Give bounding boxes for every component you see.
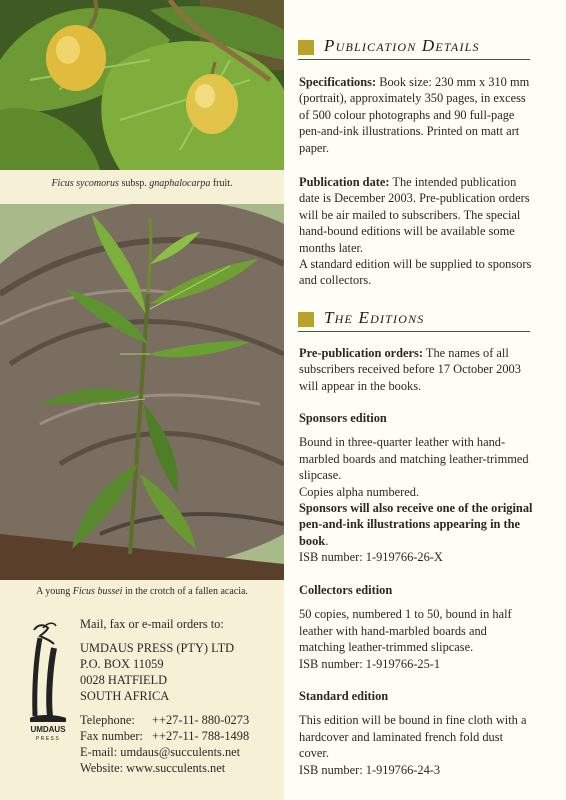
- tree-photo-caption: A young Ficus bussei in the crotch of a fallen acacia.: [36, 586, 248, 597]
- standard-edition-title: Standard edition: [299, 689, 389, 703]
- ficus-bussei-photo: [0, 204, 284, 580]
- publication-date-paragraph: Publication date: The intended publication date is December 2003. Pre-publication orders will be air mailed to subscribers. The special hand-bound editions will be available some months later. A standard edition will be supplied to sponsors and collectors.: [299, 175, 532, 288]
- section-title: Publication Details: [324, 36, 480, 55]
- order-info: [80, 616, 280, 776]
- email-link[interactable]: umdaus@succulents.net: [120, 745, 241, 759]
- fax-row: Fax number: ++27-11- 788-1498: [80, 729, 250, 743]
- section-title: The Editions: [324, 308, 425, 327]
- sponsors-edition-title: Sponsors edition: [299, 411, 387, 425]
- telephone-number: ++27-11- 880-0273: [152, 713, 250, 727]
- editions-heading: [298, 308, 530, 332]
- standard-edition: Standard edition This edition will be bound in fine cloth with a hardcover and laminated french fold dust cover. ISB number: 1-919766-24-3: [299, 688, 535, 778]
- specifications-paragraph: Specifications: Book size: 230 mm x 310 mm (portrait), approximately 350 pages, in excess of 500 colour photographs and 90 full-page pen-and-ink illustrations. Printed on matt art paper.: [299, 75, 530, 155]
- collectors-edition: Collectors edition 50 copies, numbered 1 to 50, bound in half leather with hand-marbled boards and matching leather-trimmed slipcase. ISB number: 1-919766-25-1: [299, 582, 535, 672]
- email-row: E-mail: umdaus@succulents.net: [80, 745, 241, 759]
- publication-details-heading: [298, 36, 530, 60]
- heading-rule: [298, 59, 530, 60]
- website-row: Website: www.succulents.net: [80, 761, 226, 775]
- heading-marker: [298, 40, 314, 55]
- sponsors-isbn: ISB number: 1-919766-26-X: [299, 550, 443, 565]
- telephone-row: Telephone: ++27-11- 880-0273: [80, 713, 250, 727]
- heading-marker: [298, 312, 314, 327]
- address-line: UMDAUS PRESS (PTY) LTD: [80, 641, 235, 655]
- sponsors-edition: Sponsors edition Bound in three-quarter leather with hand-marbled boards and matching leather-trimmed slipcase. Copies alpha numbered. Sponsors will also receive one of the original pen-and-ink illustrations appearing in the book. ISB number: 1-919766-26-X: [299, 410, 535, 566]
- pre-publication-paragraph: Pre-publication orders: The names of all subscribers received before 17 October 2003 will appear in the books.: [299, 346, 521, 393]
- fig-fruit-photo: [0, 0, 284, 170]
- logo-name: UMDAUS: [30, 725, 66, 734]
- fax-number: ++27-11- 788-1498: [152, 729, 250, 743]
- collectors-edition-title: Collectors edition: [299, 583, 393, 597]
- umdaus-press-logo: [26, 618, 74, 788]
- heading-rule: [298, 331, 530, 332]
- website-link[interactable]: www.succulents.net: [126, 761, 226, 775]
- address-line: 0028 HATFIELD: [80, 673, 168, 687]
- address-line: SOUTH AFRICA: [80, 689, 170, 703]
- collectors-isbn: ISB number: 1-919766-25-1: [299, 656, 441, 671]
- fruit-photo-caption: Ficus sycomorus subsp. gnaphalocarpa fruit.: [51, 178, 233, 189]
- logo-subname: PRESS: [35, 736, 61, 742]
- address-line: P.O. BOX 11059: [80, 657, 164, 671]
- order-intro: Mail, fax or e-mail orders to:: [80, 617, 224, 631]
- standard-isbn: ISB number: 1-919766-24-3: [299, 762, 441, 777]
